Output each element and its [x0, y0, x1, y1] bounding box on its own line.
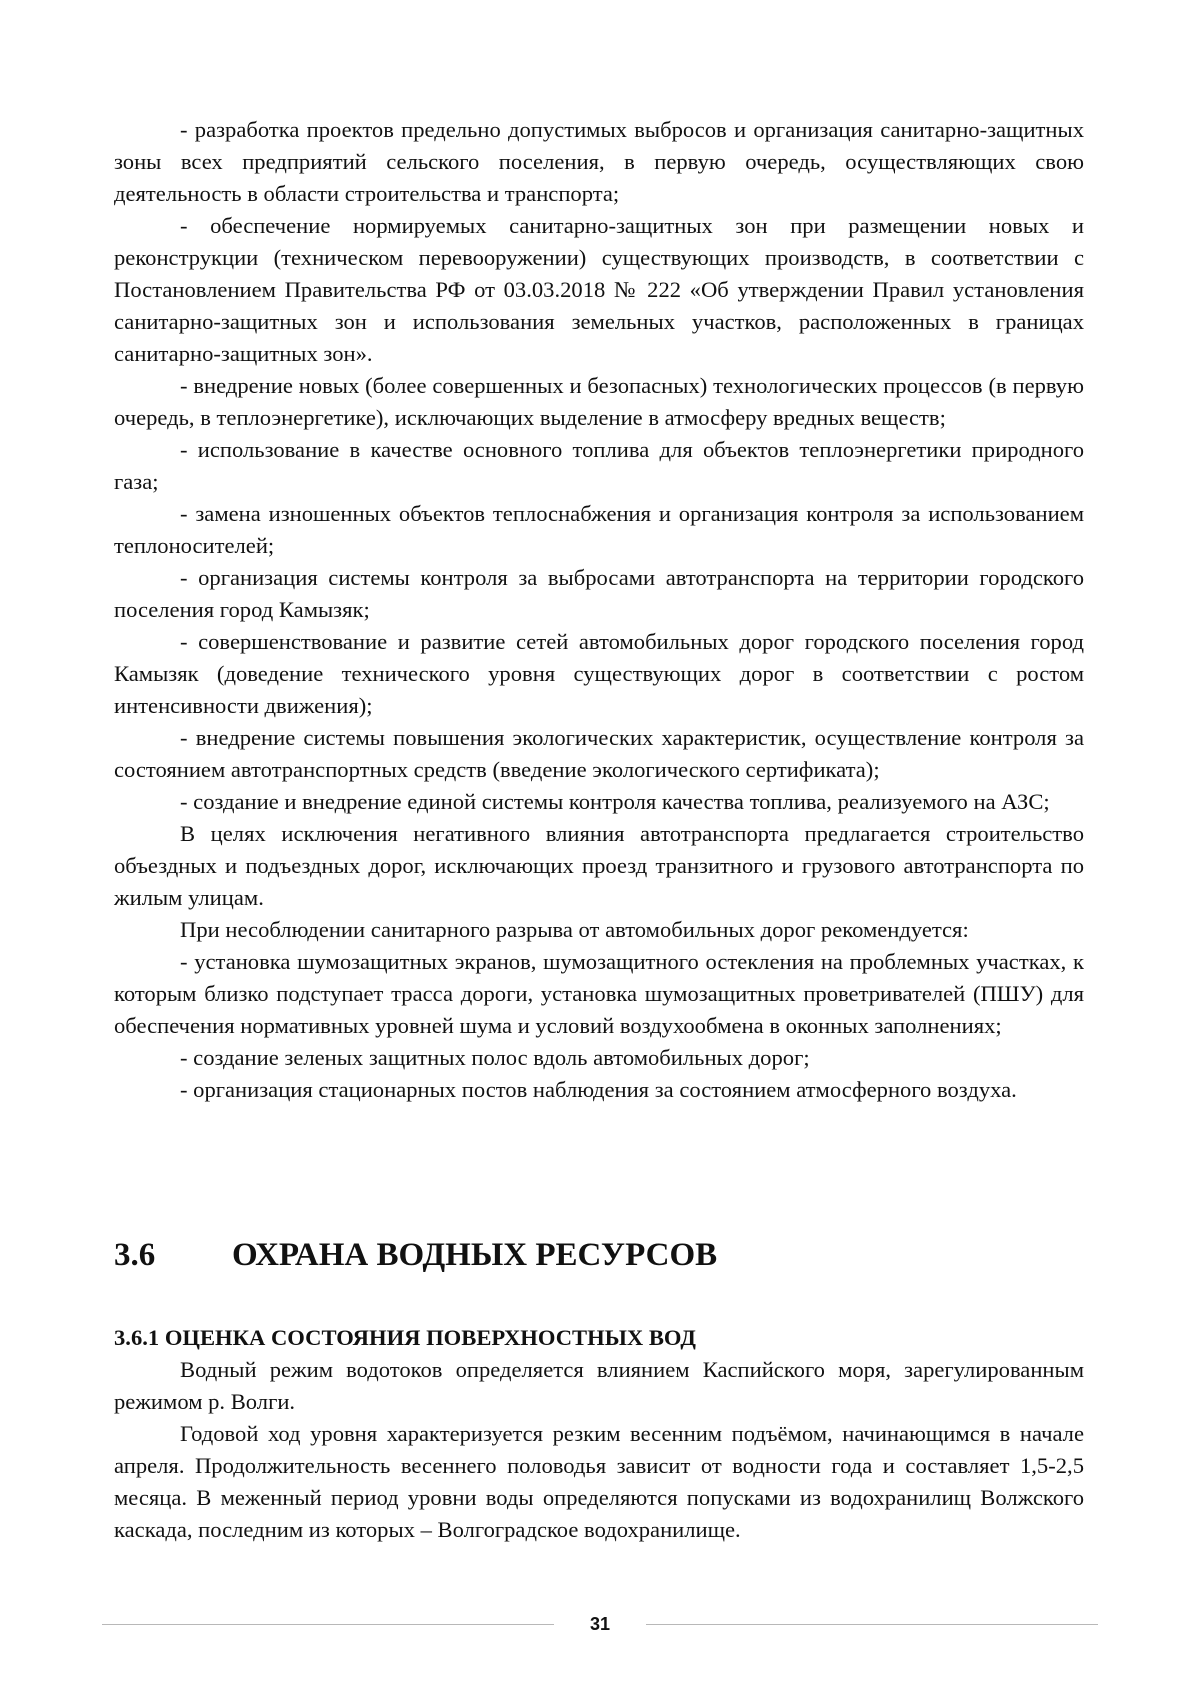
- section-heading: [114, 1226, 1084, 1284]
- subsection-heading: 3.6.1 ОЦЕНКА СОСТОЯНИЯ ПОВЕРХНОСТНЫХ ВОД: [114, 1325, 696, 1350]
- body-text-bottom: [114, 1354, 1084, 1546]
- paragraph: - внедрение системы повышения экологических характеристик, осуществление контроля за состоянием автотранспортных средств (введение экологического сертификата);: [114, 725, 1084, 782]
- paragraph: Годовой ход уровня характеризуется резким весенним подъёмом, начинающимся в начале апреля. Продолжительность весеннего половодья зависит от водности года и составляет 1,5-2,5 месяца. В меженный период уровни воды определяются попусками из водохранилищ Волжского каскада, последним из которых – Волгоградское водохранилище.: [114, 1421, 1084, 1542]
- paragraph: В целях исключения негативного влияния автотранспорта предлагается строительство объездных и подъездных дорог, исключающих проезд транзитного и грузового автотранспорта по жилым улицам.: [114, 821, 1084, 910]
- paragraph: - внедрение новых (более совершенных и безопасных) технологических процессов (в первую очередь, в теплоэнергетике), исключающих выделение в атмосферу вредных веществ;: [114, 373, 1084, 430]
- page-number: 31: [589, 1614, 611, 1634]
- paragraph: - организация стационарных постов наблюдения за состоянием атмосферного воздуха.: [180, 1077, 1017, 1102]
- paragraph: - установка шумозащитных экранов, шумозащитного остекления на проблемных участках, к которым близко подступает трасса дороги, установка шумозащитных проветривателей (ПШУ) для обеспечения нормативных уровней шума и условий воздухообмена в оконных заполнениях;: [114, 949, 1084, 1038]
- footer-rule-left: [102, 1624, 554, 1625]
- paragraph: - использование в качестве основного топлива для объектов теплоэнергетики природного газа;: [114, 437, 1084, 494]
- paragraph: - обеспечение нормируемых санитарно-защитных зон при размещении новых и реконструкции (техническом перевооружении) существующих производств, в соответствии с Постановлением Правительства РФ от 03.03.2018 № 222 «Об утверждении Правил установления санитарно-защитных зон и использования земельных участков, расположенных в границах санитарно-защитных зон».: [114, 213, 1084, 366]
- section-title: ОХРАНА ВОДНЫХ РЕСУРСОВ: [232, 1237, 718, 1273]
- paragraph: - создание зеленых защитных полос вдоль автомобильных дорог;: [180, 1045, 810, 1070]
- footer-rule-right: [646, 1624, 1098, 1625]
- paragraph: - замена изношенных объектов теплоснабжения и организация контроля за использованием теплоносителей;: [114, 501, 1084, 558]
- body-text-top: [114, 114, 1084, 1106]
- section-number: 3.6: [114, 1237, 156, 1273]
- paragraph: - разработка проектов предельно допустимых выбросов и организация санитарно-защитных зоны всех предприятий сельского поселения, в первую очередь, осуществляющих свою деятельность в области строительства и транспорта;: [114, 117, 1084, 206]
- paragraph: - создание и внедрение единой системы контроля качества топлива, реализуемого на АЗС;: [180, 789, 1050, 814]
- paragraph: При несоблюдении санитарного разрыва от автомобильных дорог рекомендуется:: [180, 917, 969, 942]
- paragraph: - организация системы контроля за выбросами автотранспорта на территории городского поселения город Камызяк;: [114, 565, 1084, 622]
- paragraph: Водный режим водотоков определяется влиянием Каспийского моря, зарегулированным режимом р. Волги.: [114, 1357, 1084, 1414]
- page-footer: [102, 1610, 1098, 1638]
- paragraph: - совершенствование и развитие сетей автомобильных дорог городского поселения город Камызяк (доведение технического уровня существующих дорог в соответствии с ростом интенсивности движения);: [114, 629, 1084, 718]
